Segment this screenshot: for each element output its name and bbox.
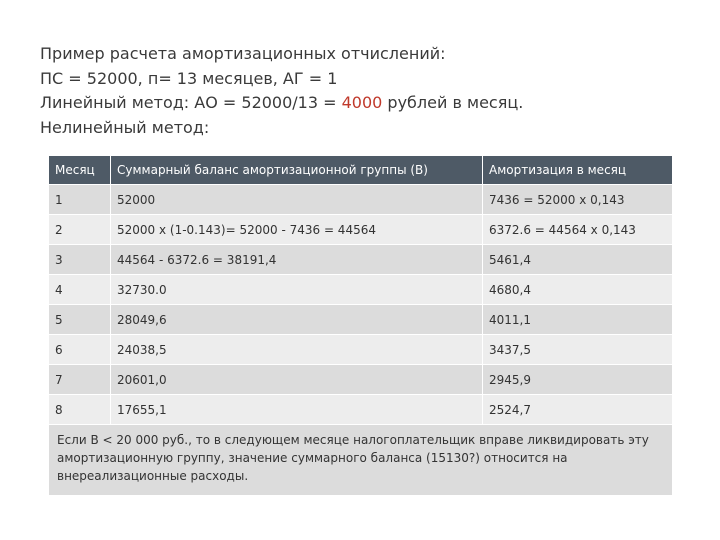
- table-row: [49, 185, 673, 215]
- table-row: [49, 305, 673, 335]
- linear-suffix: рублей в месяц.: [382, 93, 524, 112]
- cell-depreciation: 2945,9: [483, 365, 673, 395]
- cell-depreciation: 4680,4: [483, 275, 673, 305]
- cell-depreciation: 5461,4: [483, 245, 673, 275]
- cell-balance: 20601,0: [111, 365, 483, 395]
- table-row: [49, 275, 673, 305]
- cell-month: 4: [49, 275, 111, 305]
- header-depreciation: Амортизация в месяц: [483, 156, 673, 185]
- cell-balance: 24038,5: [111, 335, 483, 365]
- linear-highlight-value: 4000: [341, 93, 383, 112]
- depreciation-table: [48, 156, 673, 496]
- cell-balance: 52000: [111, 185, 483, 215]
- intro-params: ПС = 52000, п= 13 месяцев, АГ = 1: [40, 68, 338, 88]
- table-row: [49, 335, 673, 365]
- cell-month: 3: [49, 245, 111, 275]
- table-row: [49, 245, 673, 275]
- intro-linear-method: [40, 91, 523, 116]
- cell-depreciation: 7436 = 52000 х 0,143: [483, 185, 673, 215]
- cell-balance: 44564 - 6372.6 = 38191,4: [111, 245, 483, 275]
- cell-balance: 28049,6: [111, 305, 483, 335]
- table-header-row: [49, 156, 673, 185]
- cell-depreciation: 3437,5: [483, 335, 673, 365]
- cell-month: 7: [49, 365, 111, 395]
- cell-month: 5: [49, 305, 111, 335]
- table-row: [49, 395, 673, 425]
- cell-balance: 32730.0: [111, 275, 483, 305]
- table-note-row: [49, 425, 673, 496]
- liquidation-note: Если В < 20 000 руб., то в следующем месяце налогоплательщик вправе ликвидировать эту амортизационную группу, значение суммарного баланса (15130?) относится на внереализационные расходы.: [49, 425, 673, 496]
- cell-month: 1: [49, 185, 111, 215]
- table-row: [49, 365, 673, 395]
- cell-balance: 17655,1: [111, 395, 483, 425]
- cell-balance: 52000 х (1-0.143)= 52000 - 7436 = 44564: [111, 215, 483, 245]
- table-row: [49, 215, 673, 245]
- cell-month: 2: [49, 215, 111, 245]
- linear-prefix: Линейный метод: АО = 52000/13 =: [40, 93, 342, 112]
- header-balance: Суммарный баланс амортизационной группы (В): [111, 156, 483, 185]
- cell-depreciation: 6372.6 = 44564 х 0,143: [483, 215, 673, 245]
- header-month: Месяц: [49, 156, 111, 185]
- intro-text: [40, 42, 523, 140]
- cell-depreciation: 2524,7: [483, 395, 673, 425]
- intro-nonlinear-method: Нелинейный метод:: [40, 117, 210, 137]
- intro-title: Пример расчета амортизационных отчислений:: [40, 44, 446, 63]
- cell-month: 6: [49, 335, 111, 365]
- cell-month: 8: [49, 395, 111, 425]
- cell-depreciation: 4011,1: [483, 305, 673, 335]
